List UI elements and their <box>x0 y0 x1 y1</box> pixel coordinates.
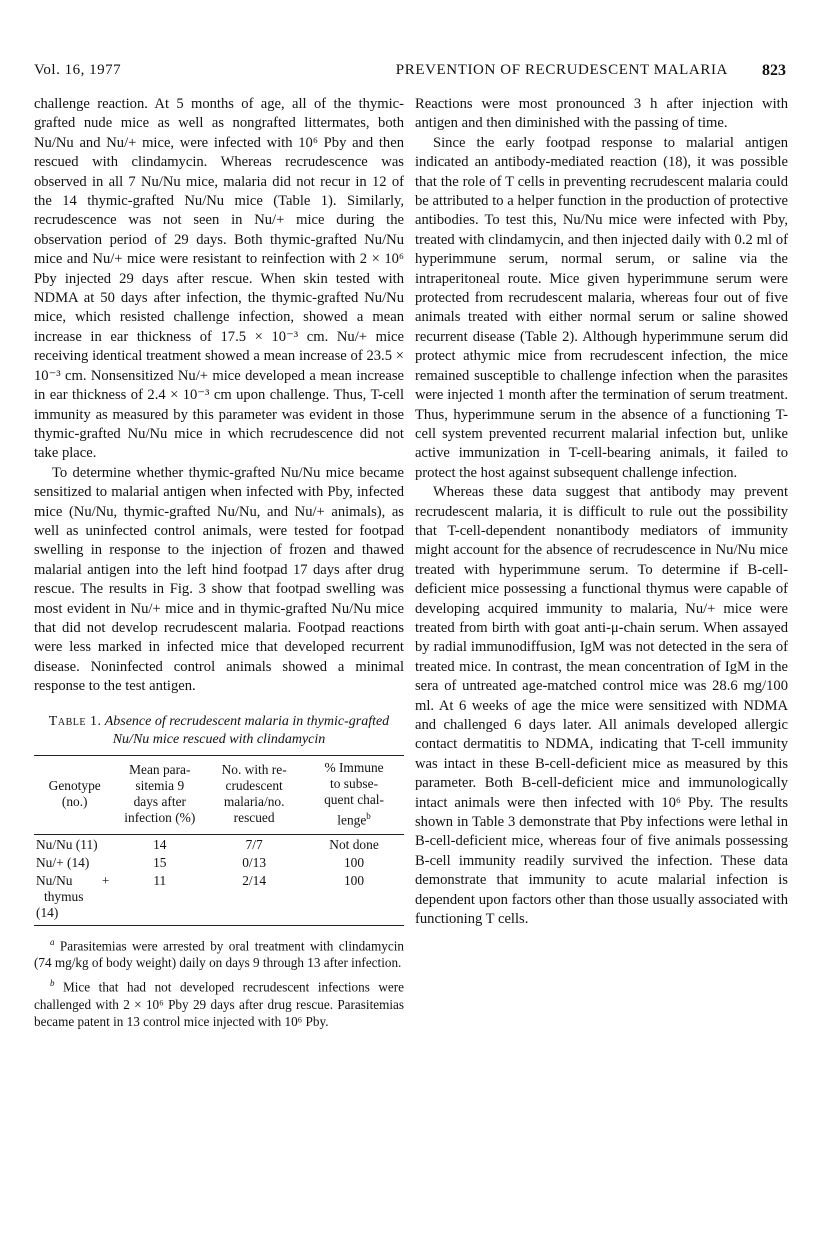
col-header-parasitemia: Mean para- sitemia 9 days after infection (%) <box>115 755 204 834</box>
cell-genotype: Nu/+ (14) <box>36 855 90 871</box>
table-1-label: Table 1. <box>48 713 102 729</box>
table-header-row <box>34 755 404 834</box>
table-row <box>34 835 404 854</box>
cell-genotype: Nu/Nu (11) <box>36 837 98 853</box>
paragraph-right-1: Reactions were most pronounced 3 h after injection with antigen and then diminished with the passing of time. <box>415 96 788 132</box>
table-1-caption <box>34 713 404 749</box>
cell-genotype: Nu/Nu + thymus (14) <box>34 871 115 926</box>
cell-parasitemia: 11 <box>115 871 204 926</box>
cell-recrudescent: 2/14 <box>204 871 304 926</box>
cell-parasitemia: 15 <box>153 855 167 871</box>
cell-immune: 100 <box>343 855 365 871</box>
cell-parasitemia: 14 <box>153 837 167 853</box>
footnote-a: $^a$ Parasitemias were arrested by oral treatment with clindamycin (74 mg/kg of body weight) daily on days 9 through 13 after infection. <box>34 937 404 971</box>
footnote-b: $^b$ Mice that had not developed recrudescent infections were challenged with 2 × 10⁶ Pby 29 days after drug rescue. Parasitemias became patent in 13 control mice injected with 10⁶ Pby. <box>34 978 404 1029</box>
cell-recrudescent: 7/7 <box>245 837 263 853</box>
table-row <box>34 871 404 926</box>
table-row <box>34 853 404 871</box>
cell-immune: Not done <box>329 837 379 853</box>
paragraph-right-3: Whereas these data suggest that antibody may prevent recrudescent malaria, it is difficult to rule out the possibility that T-cell-dependent nonantibody mediators of immunity might account for the absence of recrudescence in Nu/Nu mice treated with hyperimmune serum. To determine if B-cell-deficient mice possessing a functional thymus were capable of developing acquired immunity to malaria, Nu/+ mice were treated from birth with goat anti-μ-chain serum. When assayed by radial immunodiffusion, IgM was not detected in the sera of treated mice. In contrast, the mean concentration of IgM in the sera of untreated age-matched control mice was 28.6 mg/100 ml. At 6 weeks of age the mice were sensitized with NDMA and challenged 6 days later. All animals developed allergic contact dermatitis to NDMA, indicating that T-cell immunity was intact in these B-cell-deficient mice as measured by this parameter. Both B-cell-deficient mice and immunologically intact animals were then infected with 10⁶ Pby. The results shown in Table 3 demonstrate that Pby infections were lethal in B-cell-deficient mice, whereas four of five animals possessing B-cell immunity readily survived the infection. These data demonstrate that immunity to acute malarial infection is dependent upon factors other than those usually associated with functioning T cells. <box>415 484 788 928</box>
page-number: 823 <box>762 62 786 79</box>
cell-immune: 100 <box>304 871 404 926</box>
table-1-footnotes <box>34 934 404 1030</box>
volume-label: Vol. 16, 1977 <box>34 62 122 78</box>
table-1-caption-text: Absence of recrudescent malaria in thymic-grafted Nu/Nu mice rescued with clindamycin <box>104 713 390 747</box>
right-column <box>415 95 788 929</box>
running-title: PREVENTION OF RECRUDESCENT MALARIA <box>395 62 728 78</box>
running-header <box>34 62 786 86</box>
col-header-genotype: Genotype (no.) <box>34 755 115 834</box>
left-column <box>34 95 404 1034</box>
col-header-immune: % Immune to subse- quent chal- lenge$^b$ <box>304 755 404 834</box>
paragraph-left-1: challenge reaction. At 5 months of age, all of the thymic-grafted nude mice as well as nongrafted littermates, both Nu/Nu and Nu/+ mice, were infected with 10⁶ Pby and then rescued with clindamycin. Whereas recrudescence was observed in all 7 Nu/Nu mice, malaria did not recur in 12 of the 14 thymic-grafted Nu/Nu mice (Table 1). Similarly, recrudescence was not seen in Nu/+ mice during the observation period of 29 days. Both thymic-grafted Nu/Nu mice and Nu/+ mice were resistant to reinfection with 2 × 10⁶ Pby injected 29 days after rescue. When skin tested with NDMA at 50 days after infection, the thymic-grafted Nu/Nu mice, which resisted challenge infection, showed a mean increase in ear thickness of 17.5 × 10⁻³ cm. Nu/+ mice receiving identical treatment showed a mean increase of 23.5 × 10⁻³ cm. Nonsensitized Nu/+ mice developed a mean increase in ear thickness of 2.4 × 10⁻³ cm upon challenge. Thus, T-cell immunity as measured by this parameter was evident in those thymic-grafted Nu/Nu mice in which recrudescence did not take place. <box>34 96 404 462</box>
paragraph-left-2: To determine whether thymic-grafted Nu/Nu mice became sensitized to malarial antigen when infected with Pby, infected mice (Nu/Nu, thymic-grafted Nu/Nu, and Nu/+ animals), as well as uninfected control animals, were tested for footpad swelling in response to the injection of frozen and thawed malarial antigen into the left hind footpad 17 days after drug rescue. The results in Fig. 3 show that footpad swelling was most evident in Nu/+ mice and in thymic-grafted Nu/Nu mice that did not develop recrudescent malaria. Footpad reactions were less marked in infected mice that developed recurrent disease. Noninfected control animals showed a minimal response to the test antigen. <box>34 464 404 695</box>
cell-recrudescent: 0/13 <box>242 855 267 871</box>
table-1 <box>34 755 404 926</box>
col-header-recrudescent: No. with re- crudescent malaria/no. rescued <box>204 755 304 834</box>
paragraph-right-2: Since the early footpad response to malarial antigen indicated an antibody-mediated reaction (18), it was possible that the role of T cells in preventing recrudescent malaria could be attributed to a helper function in the production of protective antibodies. To test this, Nu/Nu mice were infected with Pby, treated with clindamycin, and then injected daily with 0.2 ml of hyperimmune serum, normal serum, or saline via the intraperitoneal route. Mice given hyperimmune serum were protected from recrudescent malaria, whereas four out of five animals treated with either normal serum or saline showed recurrent disease (Table 2). Although hyperimmune serum did protect athymic mice from recrudescent infection, the mice remained susceptible to challenge infection when the parasites were injected 1 month after the termination of serum treatment. Thus, hyperimmune serum in the absence of a functioning T-cell system prevented recurrent malarial infection but, unlike active immunization in T-cell-bearing animals, it failed to protect the host against subsequent challenge infection. <box>415 134 788 481</box>
